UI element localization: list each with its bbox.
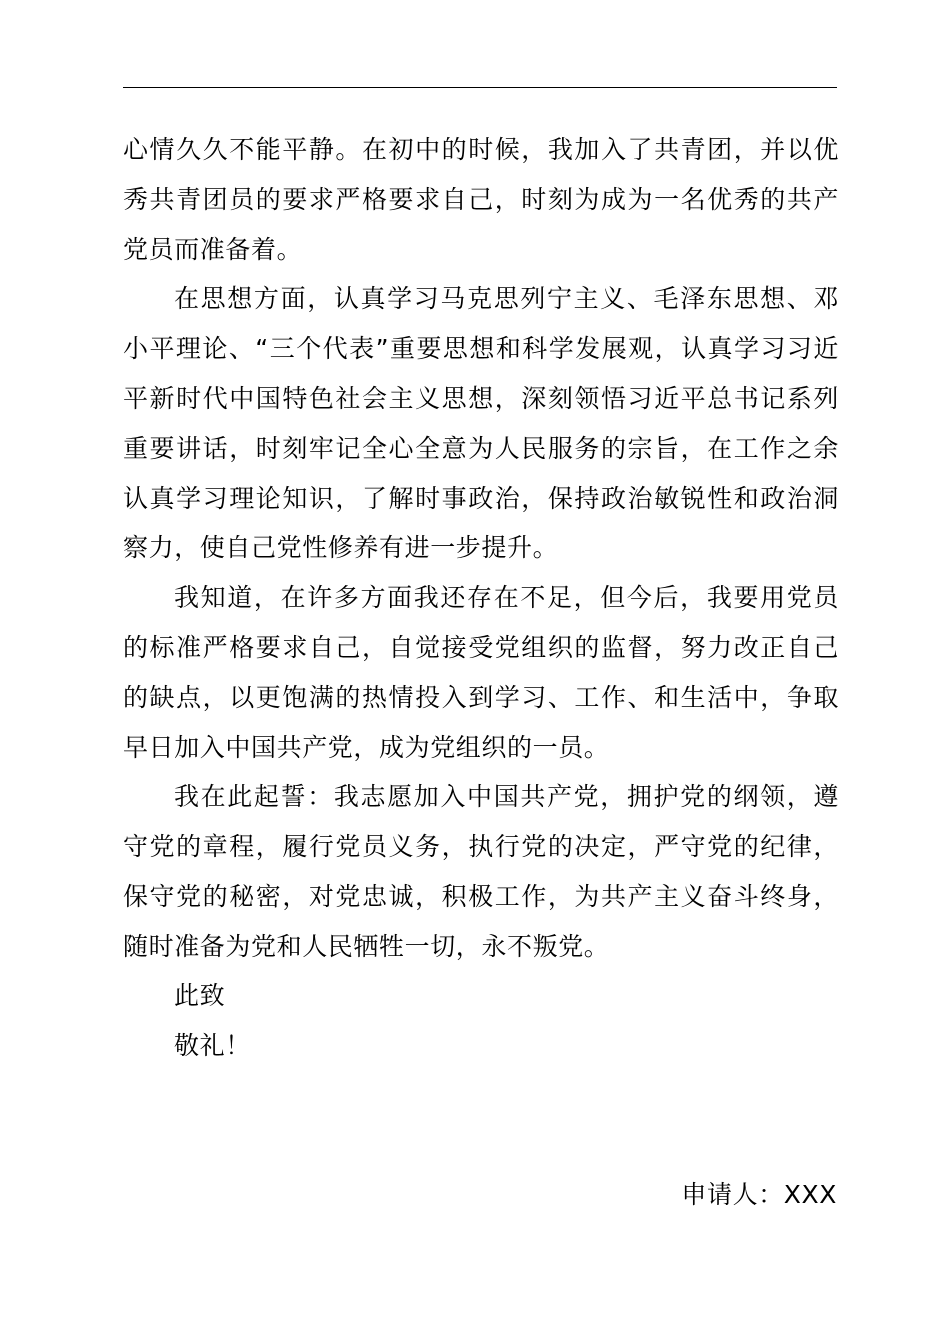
applicant-signature: 申请人：XXX (681, 1180, 837, 1209)
paragraph-continuation: 心情久久不能平静。在初中的时候，我加入了共青团，并以优秀共青团员的要求严格要求自己，时刻为成为一名优秀的共产党员而准备着。 (123, 135, 839, 264)
header-rule (123, 87, 837, 88)
closing-salutation: 此致 (174, 981, 226, 1010)
paragraph-oath: 我在此起誓：我志愿加入中国共产党，拥护党的纲领，遵守党的章程，履行党员义务，执行党的决定，严守党的纪律，保守党的秘密，对党忠诚，积极工作，为共产主义奋斗终身，随时准备为党和人民牺牲一切，永不叛党。 (123, 782, 839, 961)
closing-respect: 敬礼！ (174, 1031, 251, 1060)
paragraph-ideology: 在思想方面，认真学习马克思列宁主义、毛泽东思想、邓小平理论、“三个代表”重要思想和科学发展观，认真学习习近平新时代中国特色社会主义思想，深刻领悟习近平总书记系列重要讲话，时刻牢记全心全意为人民服务的宗旨，在工作之余认真学习理论知识，了解时事政治，保持政治敏锐性和政治洞察力，使自己党性修养有进一步提升。 (123, 284, 839, 563)
letter-body (123, 125, 839, 972)
paragraph-self-improvement: 我知道，在许多方面我还存在不足，但今后，我要用党员的标准严格要求自己，自觉接受党组织的监督，努力改正自己的缺点，以更饱满的热情投入到学习、工作、和生活中，争取早日加入中国共产党，成为党组织的一员。 (123, 583, 839, 762)
